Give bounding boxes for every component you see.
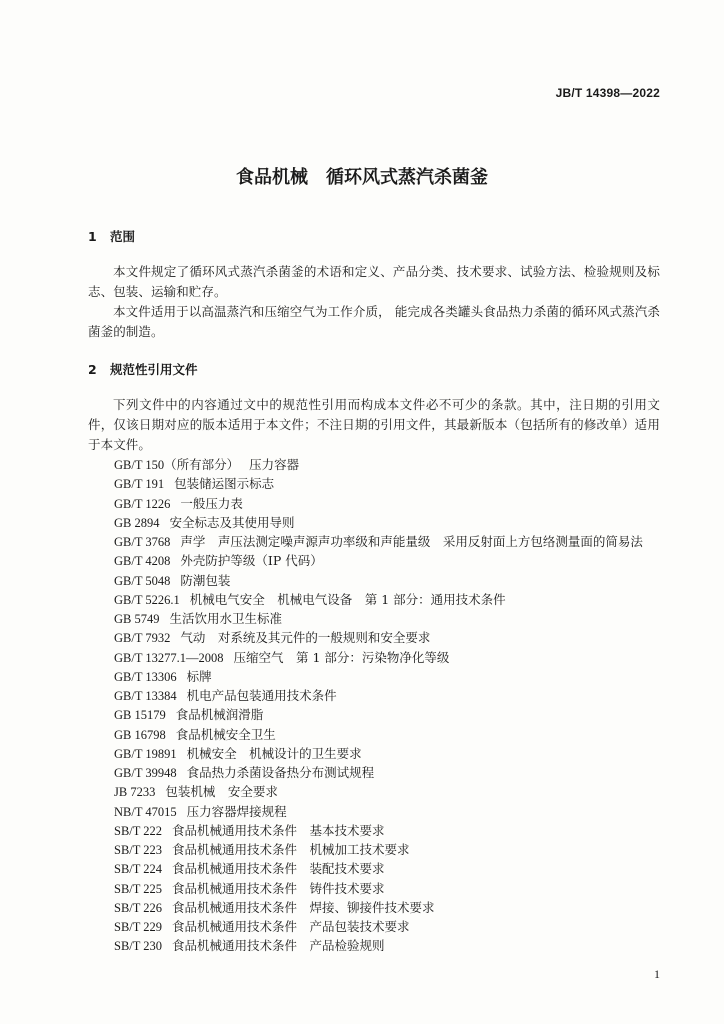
reference-item [114, 455, 674, 474]
reference-item [114, 551, 674, 570]
document-title: 食品机械 循环风式蒸汽杀菌釜 [236, 167, 488, 188]
reference-title: 机械安全 机械设计的卫生要求 [186, 745, 362, 761]
page-number: 1 [654, 967, 660, 981]
section-number: 1 [88, 229, 97, 244]
reference-item [114, 898, 674, 917]
reference-item [114, 802, 674, 821]
reference-code: GB/T 13306 [114, 669, 177, 684]
normative-references-paragraph: 下列文件中的内容通过文中的规范性引用而构成本文件必不可少的条款。其中，注日期的引用文件，仅该日期对应的版本适用于本文件；不注日期的引用文件，其最新版本（包括所有的修改单）适用于本文件。 [88, 397, 660, 452]
reference-title: 标牌 [186, 668, 212, 684]
reference-title: 压缩空气 第 1 部分：污染物净化等级 [233, 649, 450, 665]
reference-code: SB/T 226 [114, 900, 163, 915]
section-number: 2 [88, 362, 97, 377]
reference-code: GB/T 1226 [114, 496, 171, 511]
reference-code: GB/T 191 [114, 477, 165, 492]
reference-code: GB/T 7932 [114, 631, 171, 646]
reference-code: SB/T 224 [114, 862, 163, 877]
reference-item [114, 513, 674, 532]
reference-title: 压力容器 [249, 457, 300, 472]
reference-code: GB/T 5226.1 [114, 592, 180, 607]
reference-item [114, 782, 674, 801]
section-1-heading [88, 227, 135, 245]
reference-title: 食品机械通用技术条件 产品检验规则 [172, 938, 385, 954]
reference-item [114, 590, 674, 609]
reference-title: 食品机械通用技术条件 装配技术要求 [172, 861, 385, 877]
reference-item [114, 494, 674, 513]
reference-code: GB 2894 [114, 515, 160, 530]
reference-code: GB 15179 [114, 708, 166, 723]
reference-item [114, 628, 674, 647]
reference-item [114, 879, 674, 898]
reference-code: NB/T 47015 [114, 804, 177, 819]
reference-item [114, 474, 674, 493]
reference-code: GB/T 13277.1—2008 [114, 650, 224, 665]
reference-code: GB/T 3768 [114, 535, 171, 549]
reference-title: 食品机械通用技术条件 铸件技术要求 [172, 880, 385, 896]
reference-code: GB 16798 [114, 727, 166, 742]
reference-item [114, 705, 674, 724]
reference-title: 声学 声压法测定噪声源声功率级和声能量级 采用反射面上方包络测量面的简易法 [180, 534, 643, 549]
reference-item [114, 821, 674, 840]
reference-item [114, 917, 674, 936]
reference-item [114, 725, 674, 744]
standard-code: JB/T 14398—2022 [555, 86, 660, 100]
reference-title: 一般压力表 [180, 495, 243, 511]
reference-title: 安全标志及其使用导则 [169, 514, 295, 530]
reference-title: 包装机械 安全要求 [165, 784, 278, 800]
reference-title: 食品机械通用技术条件 焊接、铆接件技术要求 [172, 899, 435, 915]
reference-code: GB/T 13384 [114, 689, 177, 703]
section-2-heading [88, 360, 198, 378]
reference-item [114, 571, 674, 590]
reference-code: GB/T 4208 [114, 554, 171, 569]
reference-code: GB/T 39948 [114, 766, 177, 780]
section-title: 范围 [110, 229, 136, 244]
section-title: 规范性引用文件 [110, 362, 198, 377]
reference-code: GB 5749 [114, 612, 160, 626]
reference-item [114, 667, 674, 686]
reference-title: 包装储运图示标志 [174, 476, 275, 492]
reference-title: 压力容器焊接规程 [186, 803, 287, 819]
reference-code: SB/T 223 [114, 843, 163, 857]
scope-paragraph-1: 本文件规定了循环风式蒸汽杀菌釜的术语和定义、产品分类、技术要求、试验方法、检验规则及标志、包装、运输和贮存。 [88, 264, 660, 299]
reference-item [114, 609, 674, 628]
reference-code: GB/T 150（所有部分） [114, 458, 240, 472]
reference-item [114, 840, 674, 859]
reference-item [114, 744, 674, 763]
reference-item [114, 532, 674, 551]
reference-code: SB/T 230 [114, 939, 163, 954]
reference-code: SB/T 225 [114, 881, 163, 896]
reference-item [114, 763, 674, 782]
reference-code: SB/T 222 [114, 823, 163, 838]
reference-title: 食品机械通用技术条件 基本技术要求 [172, 822, 385, 838]
reference-title: 机械电气安全 机械电气设备 第 1 部分：通用技术条件 [189, 591, 506, 607]
reference-item [114, 648, 674, 667]
reference-title: 机电产品包装通用技术条件 [186, 688, 337, 703]
reference-code: GB/T 19891 [114, 746, 177, 761]
reference-title: 食品机械通用技术条件 产品包装技术要求 [172, 919, 410, 934]
reference-title: 生活饮用水卫生标准 [169, 611, 283, 626]
reference-title: 食品机械通用技术条件 机械加工技术要求 [172, 842, 410, 857]
reference-code: SB/T 229 [114, 920, 163, 934]
reference-item [114, 686, 674, 705]
reference-title: 防潮包装 [180, 572, 231, 588]
reference-list [114, 455, 674, 956]
reference-item [114, 859, 674, 878]
scope-paragraph-2: 本文件适用于以高温蒸汽和压缩空气为工作介质， 能完成各类罐头食品热力杀菌的循环风式蒸汽杀菌釜的制造。 [88, 304, 660, 339]
reference-code: GB/T 5048 [114, 573, 171, 588]
reference-code: JB 7233 [114, 785, 156, 800]
reference-title: 食品机械润滑脂 [175, 707, 264, 723]
reference-title: 气动 对系统及其元件的一般规则和安全要求 [180, 630, 431, 646]
reference-title: 食品机械安全卫生 [175, 726, 276, 742]
reference-title: 外壳防护等级（IP 代码） [180, 553, 323, 569]
reference-title: 食品热力杀菌设备热分布测试规程 [186, 765, 375, 780]
reference-item [114, 936, 674, 955]
